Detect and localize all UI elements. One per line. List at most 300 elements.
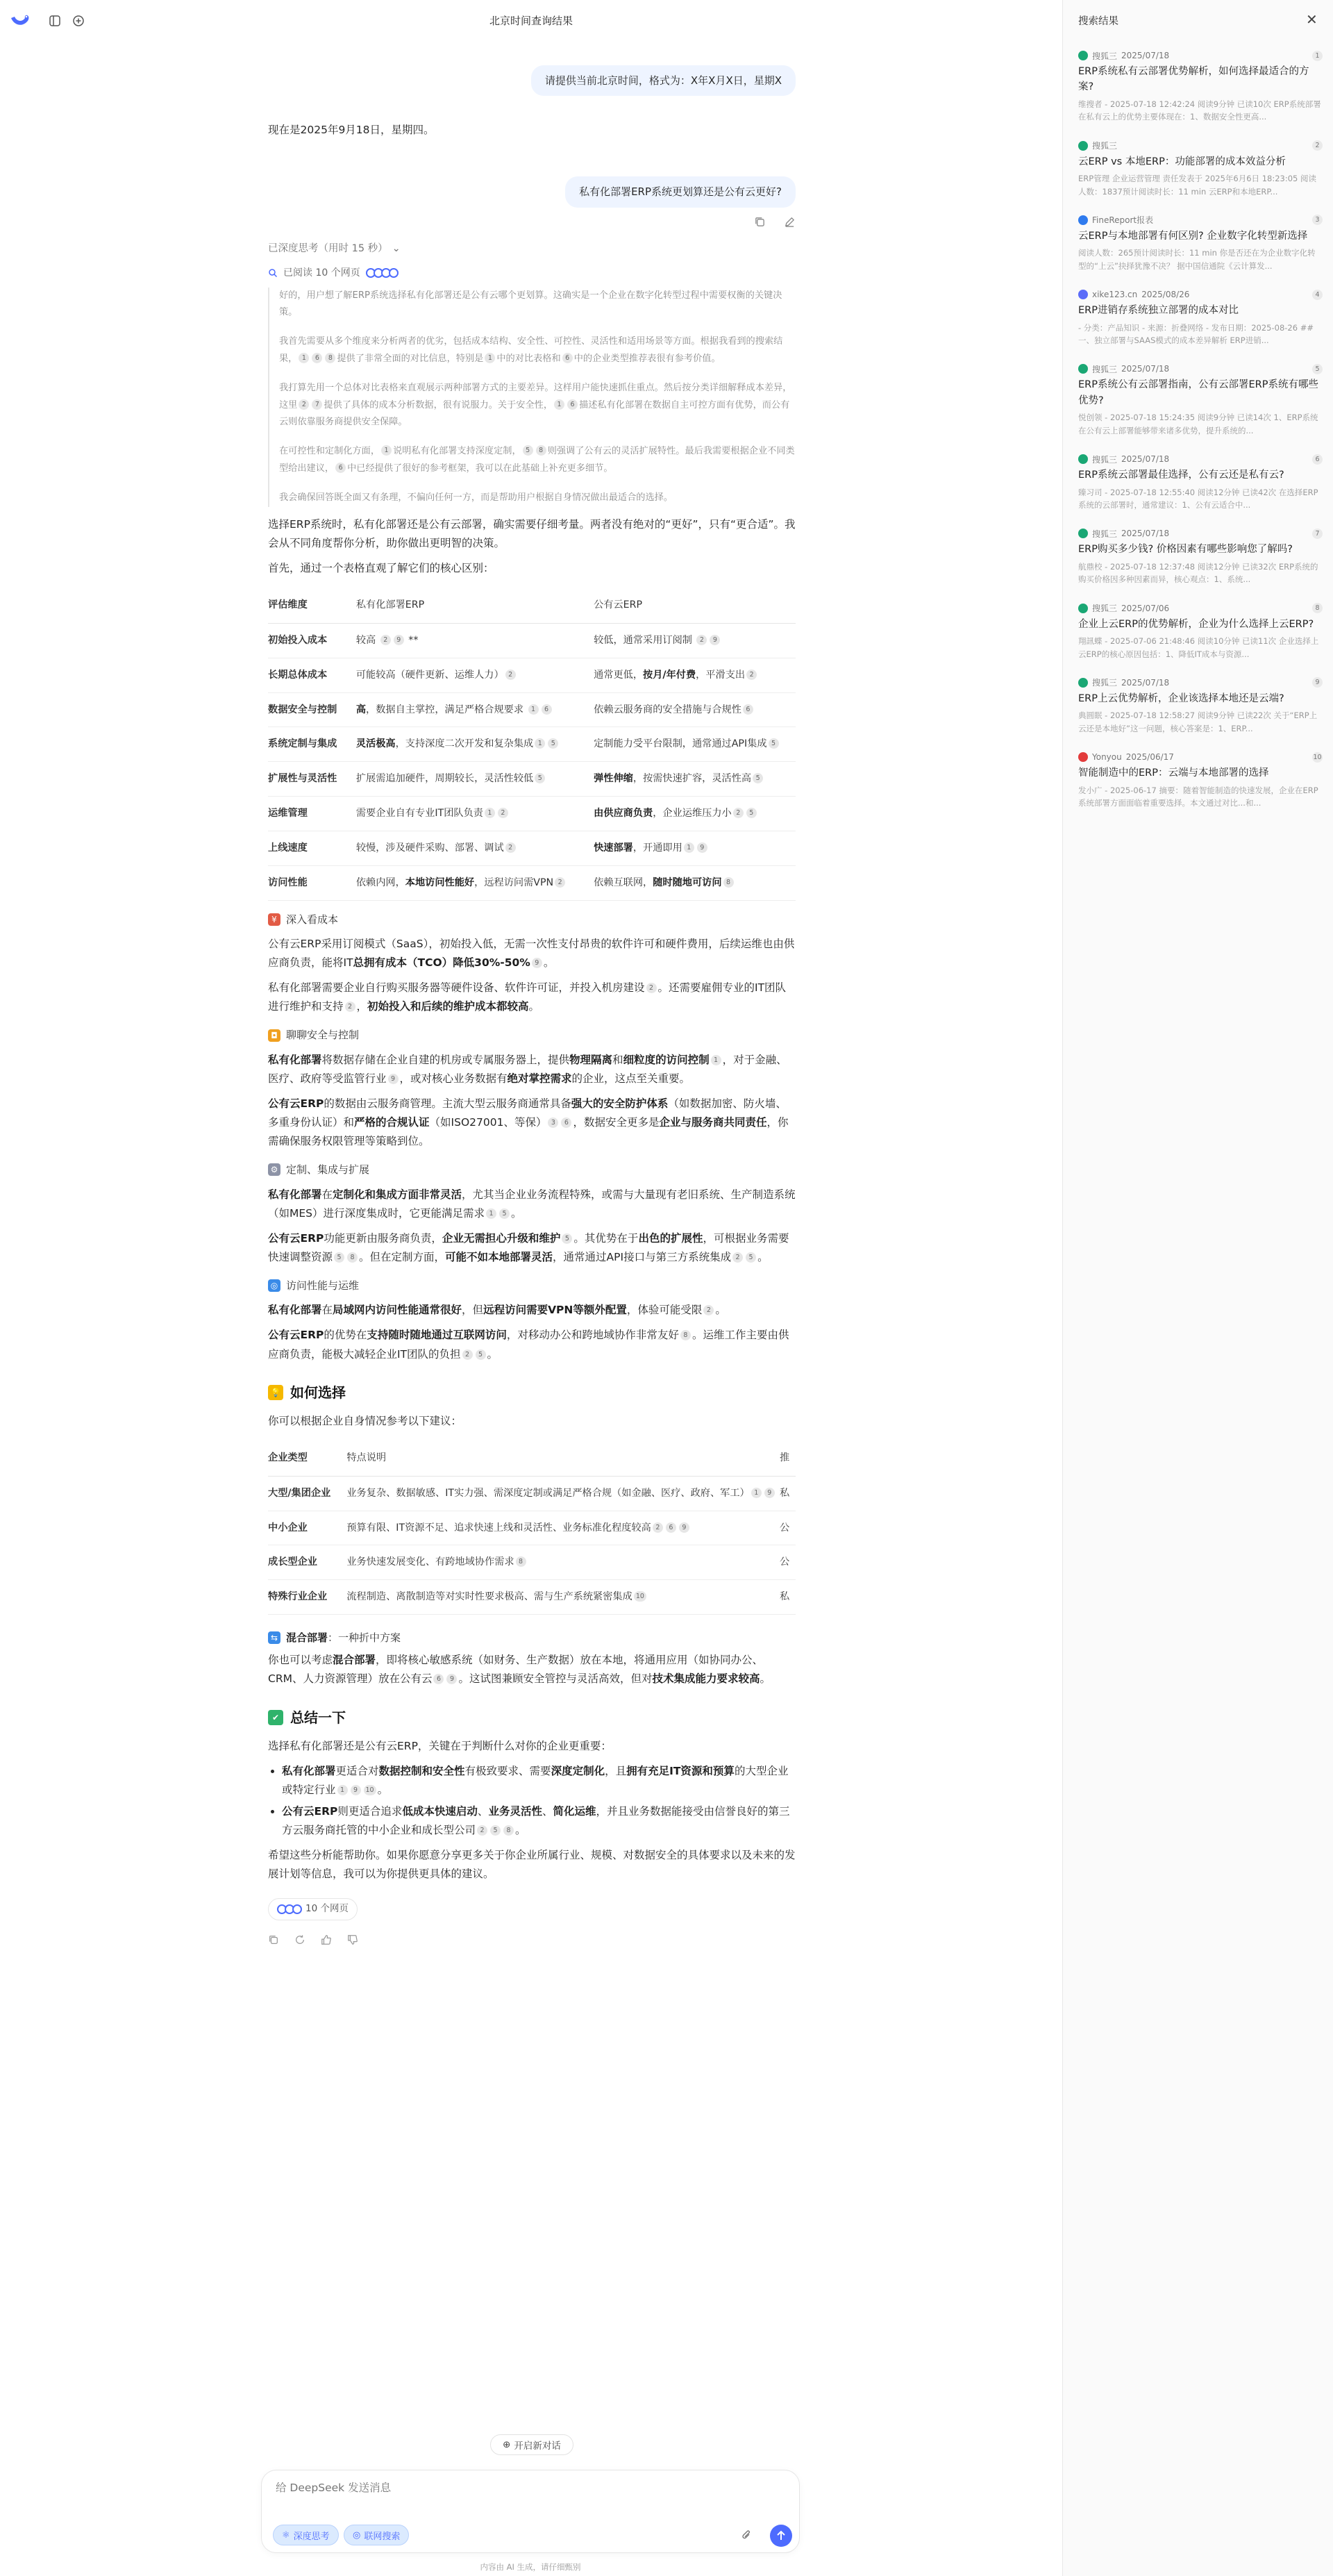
result-meta: [1078, 362, 1323, 376]
section-cost-heading: [268, 911, 796, 929]
read-pages-label: 已阅读 10 个网页: [283, 267, 360, 279]
citation-badge[interactable]: 9: [697, 842, 707, 853]
citation-badge[interactable]: 5: [562, 1233, 572, 1244]
result-number-badge: 8: [1312, 603, 1323, 613]
message-input[interactable]: [276, 2482, 762, 2494]
source-favicons: [366, 268, 396, 278]
money-icon: ¥: [268, 913, 280, 926]
table-header-cell: 评估维度: [268, 588, 356, 623]
citation-badge[interactable]: 3: [548, 1117, 558, 1128]
site-favicon-icon: [1078, 752, 1088, 762]
hybrid-icon: ⇆: [268, 1631, 280, 1644]
table-cell: 私: [780, 1580, 796, 1615]
new-chat-label: 开启新对话: [514, 2441, 561, 2452]
summary-title: 总结一下: [290, 1709, 346, 1726]
section-cost-title: 深入看成本: [286, 913, 339, 926]
bold-text: 企业与服务商共同责任: [659, 1116, 767, 1129]
citation-badge[interactable]: 6: [542, 704, 552, 715]
table-cell: 公: [780, 1545, 796, 1580]
chat-thread: [268, 65, 796, 1945]
table-cell: 灵活极高，支持深度二次开发和复杂集成 1 5: [356, 727, 594, 762]
globe-icon: ◎: [353, 2529, 361, 2541]
bold-text: 初始投入和后续的维护成本都较高: [367, 1000, 529, 1013]
bold-text: 深度定制化: [551, 1764, 605, 1777]
web-search-label: 联网搜索: [364, 2531, 401, 2542]
bold-text: 简化运维: [553, 1804, 596, 1818]
table-row: [268, 1545, 796, 1580]
bold-text: 私有化部署: [282, 1764, 336, 1777]
bold-text: 强大的安全防护体系: [571, 1097, 669, 1110]
table-cell: 流程制造、离散制造等对实时性要求极高、需与生产系统紧密集成 10: [346, 1580, 780, 1615]
how-to-choose-title: 如何选择: [290, 1383, 346, 1401]
citation-badge[interactable]: 2: [732, 1252, 743, 1263]
edit-icon[interactable]: [784, 216, 796, 228]
access-paragraph: 公有云ERP的优势在支持随时随地通过互联网访问，对移动办公和跨地域协作非常友好 8 。运维工作主要由供应商负责，能极大减轻企业IT团队的负担 2 5 。: [268, 1329, 789, 1361]
choose-intro: 你可以根据企业自身情况参考以下建议：: [268, 1414, 462, 1427]
table-row: [268, 692, 796, 727]
result-title[interactable]: ERP上云优势解析，企业该选择本地还是云端?: [1078, 692, 1284, 704]
summary-item: • 私有化部署更适合对数据控制和安全性有极致要求、需要深度定制化，且拥有充足IT资源和预算的大型企业或特定行业 1 9 10 。: [282, 1762, 796, 1800]
thinking-paragraph: 我首先需要从多个维度来分析两者的优劣，包括成本结构、安全性、可控性、灵活性和适用场景等方面。根据我看到的搜索结果， 1 6 8 提供了非常全面的对比信息，特别是 1 中的对比表格和 6 中的企业类型推荐表很有参考价值。: [279, 336, 783, 364]
citation-badge[interactable]: 1: [554, 399, 564, 410]
result-date: 2025/07/06: [1121, 603, 1170, 613]
bold-text: 总拥有成本（TCO）降低30%-50%: [353, 956, 530, 970]
result-number-badge: 9: [1312, 677, 1323, 688]
table-cell: 业务快速发展变化、有跨地域协作需求 8: [346, 1545, 780, 1580]
citation-badge[interactable]: 1: [684, 842, 694, 853]
citation-badge[interactable]: 9: [679, 1522, 689, 1533]
hybrid-title: 混合部署: [286, 1631, 328, 1645]
result-meta: [1078, 676, 1323, 690]
search-result-item[interactable]: [1078, 676, 1323, 735]
result-number-badge: 10: [1313, 753, 1322, 761]
comparison-table-wrap[interactable]: [268, 588, 796, 901]
bold-text: 企业无需担心升级和维护: [442, 1231, 561, 1245]
citation-badge[interactable]: 6: [312, 353, 322, 363]
citation-badge[interactable]: 9: [394, 635, 404, 645]
ai-disclaimer: 内容由 AI 生成，请仔细甄别: [480, 2562, 581, 2572]
new-chat-button[interactable]: [490, 2434, 573, 2455]
bold-text: 私有化部署: [268, 1304, 322, 1317]
section-security-heading: [268, 1026, 796, 1044]
thinking-paragraph: 我打算先用一个总体对比表格来直观展示两种部署方式的主要差异。这样用户能快速抓住重点。然后按分类详细解释成本差异，这里 2 7 提供了具体的成本分析数据，很有说服力。关于安全性， 1 6 描述私有化部署在数据自主可控方面有优势，而公有云则依靠服务商提供安全保障。: [279, 383, 792, 428]
result-snippet: 维搜者 - 2025-07-18 12:42:24 阅读9分钟 已读10次 ERP系统部署在私有云上的优势主要体现在：1、数据安全性更高...: [1078, 99, 1321, 122]
table-cell: 较高 2 9 **: [356, 623, 594, 658]
table-cell: 可能较高（硬件更新、运维人力） 2: [356, 658, 594, 692]
site-favicon-icon: [1078, 51, 1088, 60]
result-meta: [1078, 601, 1323, 615]
citation-badge[interactable]: 2: [498, 808, 508, 818]
bold-text: 公有云ERP: [268, 1329, 324, 1342]
citation-badge[interactable]: 1: [711, 1055, 721, 1065]
search-result-item[interactable]: [1078, 49, 1323, 124]
search-result-item[interactable]: [1078, 139, 1323, 198]
citation-badge[interactable]: 6: [335, 463, 346, 473]
globe-icon: ◎: [268, 1279, 280, 1292]
search-result-item[interactable]: [1078, 213, 1323, 272]
citation-badge[interactable]: 2: [462, 1349, 473, 1360]
answer-intro: 选择ERP系统时，私有化部署还是公有云部署，确实需要仔细考量。两者没有绝对的“更好”，只有“更合适”。我会从不同角度帮你分析，助你做出更明智的决策。: [268, 517, 796, 549]
search-result-item[interactable]: [1078, 362, 1323, 437]
result-source: 搜狐三: [1092, 604, 1118, 614]
citation-badge[interactable]: 10: [634, 1591, 646, 1602]
result-snippet: 发小广 - 2025-06-17 摘要：随着智能制造的快速发展，企业在ERP系统部署方面面临着重要选择。本文通过对比...和...: [1078, 785, 1318, 808]
thinking-paragraph: 我会确保回答既全面又有条理，不偏向任何一方，而是帮助用户根据自身情况做出最适合的选择。: [279, 492, 673, 504]
table-header-cell: 企业类型: [268, 1440, 346, 1476]
citation-badge[interactable]: 6: [567, 399, 578, 410]
pages-pill-label: 10 个网页: [305, 1903, 349, 1915]
search-result-item[interactable]: [1078, 452, 1323, 511]
table-header-cell: 私有化部署ERP: [356, 588, 594, 623]
table-row: [268, 658, 796, 692]
citation-badge[interactable]: 9: [446, 1674, 457, 1684]
thinking-paragraph: 在可控性和定制化方面， 1 说明私有化部署支持深度定制， 5 8 则强调了公有云的灵活扩展特性。最后我需要根据企业不同类型给出建议， 6 中已经提供了很好的参考框架，我可以在此基础上补充更多细节。: [279, 446, 795, 474]
section-access-heading: [268, 1277, 796, 1295]
citation-badge[interactable]: 5: [334, 1252, 344, 1263]
result-source: Yonyou: [1092, 752, 1122, 763]
citation-badge[interactable]: 2: [380, 635, 391, 645]
search-result-item[interactable]: [1078, 750, 1323, 809]
result-source: 搜狐三: [1092, 51, 1118, 61]
answer-actions: [268, 1934, 796, 1945]
bold-text: 快速部署: [594, 842, 633, 854]
citation-badge[interactable]: 1: [337, 1785, 348, 1795]
result-snippet: 翔訊蝶 - 2025-07-06 21:48:46 阅读10分钟 已读11次 企业选择上云ERP的核心原因包括：1、降低IT成本与资源...: [1078, 636, 1319, 659]
table-cell: 公: [780, 1511, 796, 1545]
result-title[interactable]: ERP购买多少钱? 价格因素有哪些影响您了解吗?: [1078, 544, 1293, 556]
chevron-down-icon: ⌄: [392, 242, 401, 254]
table-cell: 依赖内网，本地访问性能好，远程访问需VPN 2: [356, 865, 594, 900]
bold-text: 定制化和集成方面非常灵活: [333, 1188, 462, 1201]
result-title[interactable]: 云ERP与本地部署有何区别? 企业数字化转型新选择: [1078, 230, 1308, 242]
table-cell: 上线速度: [268, 831, 356, 866]
citation-badge[interactable]: 2: [746, 670, 757, 680]
site-favicon-icon: [1078, 290, 1088, 299]
search-results-list: [1078, 49, 1323, 824]
source-favicons: [277, 1904, 300, 1914]
result-title[interactable]: 云ERP vs 本地ERP：功能部署的成本效益分析: [1078, 156, 1286, 167]
message-composer: [261, 2470, 800, 2553]
section-custom-heading: [268, 1161, 796, 1179]
site-favicon-icon: [1078, 529, 1088, 538]
table-row: [268, 1580, 796, 1615]
comparison-table: [268, 588, 796, 901]
citation-badge[interactable]: 1: [381, 445, 392, 456]
bold-text: 本地访问性能好: [405, 876, 475, 888]
result-meta: [1078, 139, 1323, 153]
result-meta: [1078, 526, 1323, 540]
result-date: 2025/07/18: [1121, 51, 1170, 60]
section-access-title: 访问性能与运维: [286, 1279, 360, 1293]
result-meta: [1078, 49, 1323, 63]
citation-badge[interactable]: 5: [746, 808, 757, 818]
copy-icon[interactable]: [268, 1934, 279, 1945]
table-cell: 成长型企业: [268, 1545, 346, 1580]
table-cell: 访问性能: [268, 865, 356, 900]
result-snippet: 阅读人数：265预计阅读时长：11 min 你是否还在为企业数字化转型的“上云”抉择犹豫不决？ 据中国信通院《云计算发...: [1078, 248, 1316, 271]
citation-badge[interactable]: 2: [733, 808, 744, 818]
bold-text: 公有云ERP: [268, 1097, 324, 1110]
table-cell: 初始投入成本: [268, 623, 356, 658]
lightbulb-icon: 💡: [268, 1385, 283, 1400]
table-cell: 业务复杂、数据敏感、IT实力强、需深度定制或满足严格合规（如金融、医疗、政府、军工） 1 9: [346, 1476, 780, 1511]
thinking-header-label: 已深度思考（用时 15 秒）: [268, 242, 388, 254]
result-snippet: 悦创领 - 2025-07-18 15:24:35 阅读9分钟 已读14次 1、ERP系统在公有云上部署能够带来诸多优势，提升系统的...: [1078, 413, 1318, 435]
hybrid-heading: [268, 1629, 796, 1647]
search-result-item[interactable]: [1078, 601, 1323, 660]
citation-badge[interactable]: 8: [325, 353, 335, 363]
table-cell: 特殊行业企业: [268, 1580, 346, 1615]
table-cell: 中小企业: [268, 1511, 346, 1545]
section-security-title: 聊聊安全与控制: [286, 1029, 360, 1042]
citation-badge[interactable]: 10: [364, 1785, 376, 1795]
result-meta: [1078, 288, 1323, 301]
citation-badge[interactable]: 8: [536, 445, 546, 456]
table-intro: 首先，通过一个表格直观了解它们的核心区别：: [268, 561, 494, 574]
choice-table-wrap[interactable]: [268, 1440, 796, 1615]
bold-text: 随时随地可访问: [653, 876, 722, 888]
citation-badge[interactable]: 1: [299, 353, 309, 363]
result-source: 搜狐三: [1092, 529, 1118, 539]
citation-badge[interactable]: 6: [743, 704, 753, 715]
search-icon: [268, 268, 278, 278]
atom-icon: ⚛: [282, 2529, 290, 2541]
hybrid-title-suffix: ：一种折中方案: [328, 1631, 401, 1645]
summary-item: • 公有云ERP则更适合追求低成本快速启动、业务灵活性、简化运维，并且业务数据能接受由信誉良好的第三方云服务商托管的中小企业和成长型公司 2 5 8 。: [282, 1802, 796, 1840]
deep-think-label: 深度思考: [293, 2531, 330, 2542]
citation-badge[interactable]: 9: [532, 958, 542, 968]
result-title[interactable]: ERP系统私有云部署优势解析，如何选择最适合的方案?: [1078, 66, 1309, 93]
bold-text: 远程访问需要VPN等额外配置: [483, 1304, 627, 1317]
summary-outro: 希望这些分析能帮助你。如果你愿意分享更多关于你企业所属行业、规模、对数据安全的具体要求以及未来的发展计划等信息，我可以为你提供更具体的建议。: [268, 1849, 796, 1881]
citation-badge[interactable]: 9: [388, 1074, 399, 1084]
result-source: 搜狐三: [1092, 678, 1118, 688]
bold-text: 绝对掌控需求: [507, 1072, 572, 1085]
choice-table: [268, 1440, 796, 1615]
result-number-badge: 6: [1312, 454, 1323, 465]
bold-text: 按月/年付费: [643, 669, 696, 681]
result-title[interactable]: 智能制造中的ERP：云端与本地部署的选择: [1078, 767, 1269, 779]
search-result-item[interactable]: [1078, 526, 1323, 585]
web-search-toggle[interactable]: [344, 2525, 409, 2545]
bold-text: 公有云ERP: [282, 1804, 338, 1818]
citation-badge[interactable]: 5: [769, 738, 779, 749]
bold-text: 低成本快速启动: [402, 1804, 478, 1818]
custom-paragraph: 私有化部署在定制化和集成方面非常灵活，尤其当企业业务流程特殊，或需与大量现有老旧系统、生产制造系统（如MES）进行深度集成时，它更能满足需求 1 5 。: [268, 1188, 796, 1220]
table-cell: 快速部署，开通即用 1 9: [594, 831, 796, 866]
cost-paragraph: 公有云ERP采用订阅模式（SaaS），初始投入低，无需一次性支付昂贵的软件许可和硬件费用，后续运维也由供应商负责，能将IT总拥有成本（TCO）降低30%-50% 9 。: [268, 937, 795, 970]
pages-pill[interactable]: [268, 1898, 358, 1920]
summary-intro: 选择私有化部署还是公有云ERP，关键在于判断什么对你的企业更重要：: [268, 1739, 612, 1752]
bold-text: 公有云ERP: [268, 1231, 324, 1245]
result-date: 2025/07/18: [1121, 529, 1170, 539]
citation-badge[interactable]: 8: [347, 1252, 358, 1263]
bold-text: 可能不如本地部署灵活: [445, 1250, 553, 1263]
citation-badge[interactable]: 5: [746, 1252, 756, 1263]
table-header-row: [268, 1440, 796, 1476]
bold-text: 数据控制和安全性: [378, 1764, 465, 1777]
citation-badge[interactable]: 8: [516, 1556, 526, 1567]
copy-icon[interactable]: [754, 216, 766, 228]
result-title[interactable]: ERP系统云部署最佳选择，公有云还是私有云?: [1078, 470, 1284, 481]
table-row: [268, 1476, 796, 1511]
site-favicon-icon: [1078, 215, 1088, 225]
bold-text: 细粒度的访问控制: [623, 1053, 710, 1066]
citation-badge[interactable]: 5: [523, 445, 533, 456]
result-number-badge: 7: [1312, 529, 1323, 539]
citation-badge[interactable]: 5: [753, 773, 763, 783]
search-result-item[interactable]: [1078, 288, 1323, 347]
result-date: 2025/07/18: [1121, 677, 1170, 688]
citation-badge[interactable]: 2: [299, 399, 309, 410]
table-row: [268, 762, 796, 797]
table-cell: 系统定制与集成: [268, 727, 356, 762]
citation-badge[interactable]: 2: [345, 1002, 355, 1012]
citation-badge[interactable]: 1: [485, 353, 495, 363]
how-to-choose-heading: [268, 1381, 796, 1405]
table-cell: 弹性伸缩，按需快速扩容，灵活性高 5: [594, 762, 796, 797]
table-cell: 扩展需追加硬件，周期较长，灵活性较低 5: [356, 762, 594, 797]
citation-badge[interactable]: 1: [528, 704, 539, 715]
conversation-title: 北京时间查询结果: [489, 15, 573, 27]
top-bar: [0, 0, 1062, 42]
citation-badge[interactable]: 2: [505, 670, 516, 680]
citation-badge[interactable]: 2: [505, 842, 516, 853]
table-row: [268, 797, 796, 831]
lock-icon: ◘: [268, 1029, 280, 1042]
send-button[interactable]: [770, 2525, 792, 2547]
result-date: 2025/08/26: [1141, 290, 1190, 300]
citation-badge[interactable]: 2: [653, 1522, 663, 1533]
result-number-badge: 3: [1312, 215, 1323, 225]
table-cell: 数据安全与控制: [268, 692, 356, 727]
bold-text: 私有化部署: [268, 1053, 322, 1066]
table-row: [268, 1511, 796, 1545]
bold-text: 混合部署: [333, 1654, 376, 1667]
site-favicon-icon: [1078, 678, 1088, 688]
result-number-badge: 1: [1312, 51, 1323, 61]
citation-badge[interactable]: 5: [499, 1208, 510, 1219]
result-source: 搜狐三: [1092, 364, 1118, 374]
user-message-bubble: 私有化部署ERP系统更划算还是公有云更好?: [565, 176, 796, 207]
citation-badge[interactable]: 1: [485, 808, 495, 818]
arrow-up-icon: [776, 2530, 786, 2541]
site-favicon-icon: [1078, 141, 1088, 151]
citation-badge[interactable]: 2: [703, 1305, 714, 1315]
bold-text: 技术集成能力要求较高: [652, 1672, 760, 1686]
table-cell: 扩展性与灵活性: [268, 762, 356, 797]
user-message-actions: [268, 216, 796, 228]
bold-text: 严格的合规认证: [354, 1116, 430, 1129]
citation-badge[interactable]: 5: [535, 773, 545, 783]
bold-text: 支持随时随地通过互联网访问: [367, 1329, 507, 1342]
table-cell: 私: [780, 1476, 796, 1511]
citation-badge[interactable]: 6: [561, 1117, 571, 1128]
deep-think-toggle[interactable]: [273, 2525, 339, 2545]
custom-paragraph: 公有云ERP功能更新由服务商负责，企业无需担心升级和维护 5 。其优势在于出色的扩展性，可根据业务需要快速调整资源 5 8 。但在定制方面，可能不如本地部署灵活，通常通过API接口与第三方系统集成 2 5 。: [268, 1231, 789, 1263]
summary-list: [282, 1762, 796, 1840]
result-title[interactable]: 企业上云ERP的优势解析，企业为什么选择上云ERP?: [1078, 618, 1314, 630]
check-icon: ✔: [268, 1710, 283, 1725]
read-pages-row[interactable]: [268, 265, 796, 282]
table-cell: 长期总体成本: [268, 658, 356, 692]
bold-text: 物理隔离: [569, 1053, 613, 1066]
citation-badge[interactable]: 5: [490, 1825, 501, 1836]
citation-badge[interactable]: 9: [710, 635, 720, 645]
citation-badge[interactable]: 9: [764, 1488, 775, 1498]
table-cell: 高，数据自主掌控，满足严格合规要求 1 6: [356, 692, 594, 727]
citation-badge[interactable]: 2: [696, 635, 707, 645]
citation-badge[interactable]: 1: [486, 1208, 496, 1219]
table-row: [268, 831, 796, 866]
thinking-paragraph: 好的，用户想了解ERP系统选择私有化部署还是公有云哪个更划算。这确实是一个企业在数字化转型过程中需要权衡的关键决策。: [279, 290, 782, 317]
ai-reply-time: 现在是2025年9月18日，星期四。: [268, 124, 435, 137]
cost-paragraph: 私有化部署需要企业自行购买服务器等硬件设备、软件许可证，并投入机房建设 2 。还需要雇佣专业的IT团队进行维护和支持 2 ，初始投入和后续的维护成本都较高。: [268, 981, 787, 1013]
bold-text: 业务灵活性: [488, 1804, 542, 1818]
result-number-badge: 5: [1312, 364, 1323, 374]
new-chat-icon: ⊕: [503, 2439, 511, 2450]
table-row: [268, 727, 796, 762]
panel-title: 搜索结果: [1078, 16, 1118, 27]
citation-badge[interactable]: 6: [666, 1522, 676, 1533]
table-header-cell: 公有云ERP: [594, 588, 796, 623]
citation-badge[interactable]: 7: [312, 399, 322, 410]
result-date: 2025/06/17: [1125, 752, 1174, 763]
citation-badge[interactable]: 2: [646, 983, 657, 993]
citation-badge[interactable]: 2: [477, 1825, 487, 1836]
citation-badge[interactable]: 5: [476, 1349, 486, 1360]
table-cell: 大型/集团企业: [268, 1476, 346, 1511]
table-cell: 依赖云服务商的安全措施与合规性 6: [594, 692, 796, 727]
summary-heading: [268, 1706, 796, 1730]
thinking-toggle[interactable]: [268, 239, 401, 259]
citation-badge[interactable]: 1: [751, 1488, 762, 1498]
paperclip-icon[interactable]: [741, 2529, 752, 2544]
bold-text: 拥有充足IT资源和预算: [626, 1764, 735, 1777]
result-meta: [1078, 750, 1323, 764]
table-row: [268, 623, 796, 658]
table-header-cell: 推: [780, 1440, 796, 1476]
result-snippet: ERP管理 企业运营管理 责任发表于 2025年6月6日 18:23:05 阅读人数：1837预计阅读时长：11 min 云ERP和本地ERP...: [1078, 174, 1317, 197]
citation-badge[interactable]: 9: [351, 1785, 361, 1795]
citation-badge[interactable]: 6: [562, 353, 573, 363]
thumbs-up-icon[interactable]: [321, 1934, 332, 1945]
citation-badge[interactable]: 6: [433, 1674, 444, 1684]
close-icon[interactable]: ✕: [1306, 11, 1318, 28]
citation-badge[interactable]: 2: [555, 877, 565, 888]
result-source: FineReport报表: [1092, 215, 1154, 226]
citation-badge[interactable]: 8: [503, 1825, 514, 1836]
site-favicon-icon: [1078, 454, 1088, 464]
regenerate-icon[interactable]: [294, 1934, 305, 1945]
hybrid-paragraph: 你也可以考虑混合部署，即将核心敏感系统（如财务、生产数据）放在本地，将通用应用（如协同办公、CRM、人力资源管理）放在公有云 6 9 。这试图兼顾安全管控与灵活高效，但对技术集成能力要求较高。: [268, 1654, 771, 1686]
citation-badge[interactable]: 5: [548, 738, 558, 749]
result-snippet: - 分类：产品知识 - 来源：折叠网络 - 发布日期：2025-08-26 ## 一、独立部署与SAAS模式的成本差异解析 ERP进销...: [1078, 322, 1314, 346]
table-cell: 较低，通常采用订阅制 2 9: [594, 623, 796, 658]
bold-text: 灵活极高: [355, 738, 396, 750]
result-title[interactable]: ERP系统公有云部署指南，公有云部署ERP系统有哪些优势?: [1078, 379, 1318, 406]
citation-badge[interactable]: 8: [723, 877, 734, 888]
table-cell: 通常更低，按月/年付费，平滑支出 2: [594, 658, 796, 692]
citation-badge[interactable]: 8: [680, 1330, 691, 1340]
thumbs-down-icon[interactable]: [347, 1934, 358, 1945]
table-cell: 运维管理: [268, 797, 356, 831]
citation-badge[interactable]: 1: [535, 738, 545, 749]
bold-text: 弹性伸缩: [594, 773, 633, 785]
table-cell: 需要企业自有专业IT团队负责 1 2: [356, 797, 594, 831]
result-title[interactable]: ERP进销存系统独立部署的成本对比: [1078, 305, 1239, 317]
table-cell: 定制能力受平台限制，通常通过API集成 5: [594, 727, 796, 762]
